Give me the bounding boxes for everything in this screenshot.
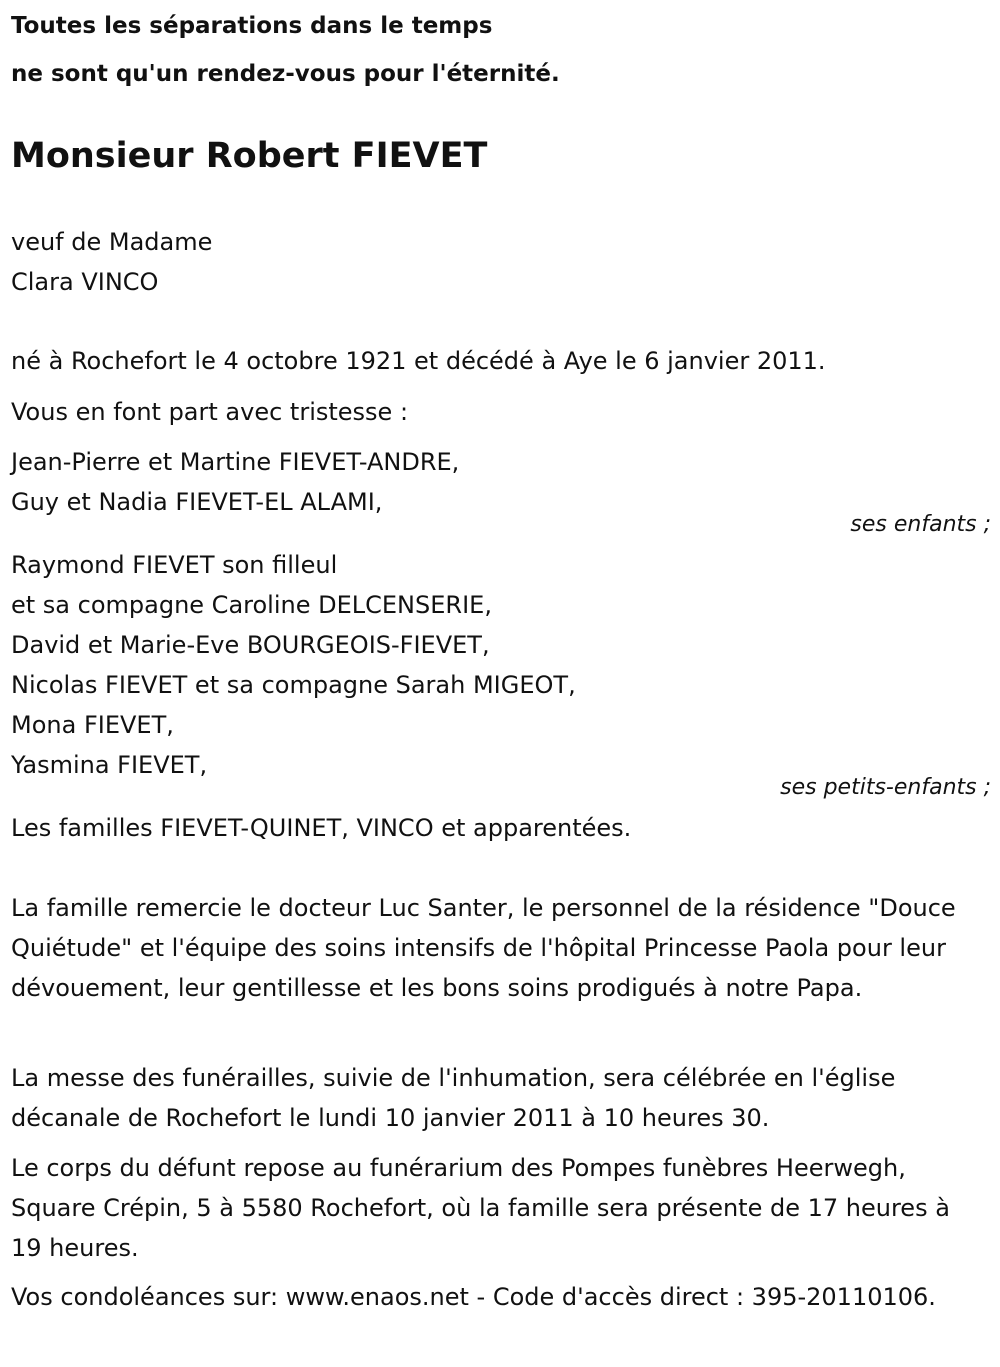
announcement-line: Vous en font part avec tristesse :: [11, 398, 409, 426]
grandchild-name: David et Marie-Eve BOURGEOIS-FIEVET,: [11, 631, 490, 659]
child-name: Guy et Nadia FIEVET-EL ALAMI,: [11, 488, 383, 516]
epigraph-line-2: ne sont qu'un rendez-vous pour l'éternité.: [11, 61, 560, 87]
child-name: Jean-Pierre et Martine FIEVET-ANDRE,: [11, 448, 460, 476]
grandchild-name: Nicolas FIEVET et sa compagne Sarah MIGEOT,: [11, 671, 576, 699]
funeral-home-paragraph: Le corps du défunt repose au funérarium des Pompes funèbres Heerwegh, Square Crépin, 5 à 5580 Rochefort, où la famille sera présente de 17 heures à 19 heures.: [11, 1154, 950, 1262]
epigraph-line-1: Toutes les séparations dans le temps: [11, 13, 493, 39]
deceased-name: Monsieur Robert FIEVET: [11, 136, 488, 176]
mass-paragraph: La messe des funérailles, suivie de l'inhumation, sera célébrée en l'église décanale de Rochefort le lundi 10 janvier 2011 à 10 heures 30.: [11, 1064, 896, 1132]
widower-line-2: Clara VINCO: [11, 268, 159, 296]
grandchildren-relation: ses petits-enfants ;: [780, 775, 991, 800]
children-relation: ses enfants ;: [850, 512, 991, 537]
grandchild-name: et sa compagne Caroline DELCENSERIE,: [11, 591, 492, 619]
grandchild-name: Mona FIEVET,: [11, 711, 174, 739]
families-line: Les familles FIEVET-QUINET, VINCO et apparentées.: [11, 814, 632, 842]
thanks-paragraph: La famille remercie le docteur Luc Santer, le personnel de la résidence "Douce Quiétude" et l'équipe des soins intensifs de l'hôpital Princesse Paola pour leur dévouement, leur gentillesse et les bons soins prodigués à notre Papa.: [11, 894, 956, 1002]
grandchild-name: Yasmina FIEVET,: [11, 751, 208, 779]
condolences-paragraph: Vos condoléances sur: www.enaos.net - Code d'accès direct : 395-20110106.: [11, 1283, 936, 1311]
birth-death-line: né à Rochefort le 4 octobre 1921 et décédé à Aye le 6 janvier 2011.: [11, 347, 826, 375]
grandchild-name: Raymond FIEVET son filleul: [11, 551, 338, 579]
widower-line-1: veuf de Madame: [11, 228, 213, 256]
